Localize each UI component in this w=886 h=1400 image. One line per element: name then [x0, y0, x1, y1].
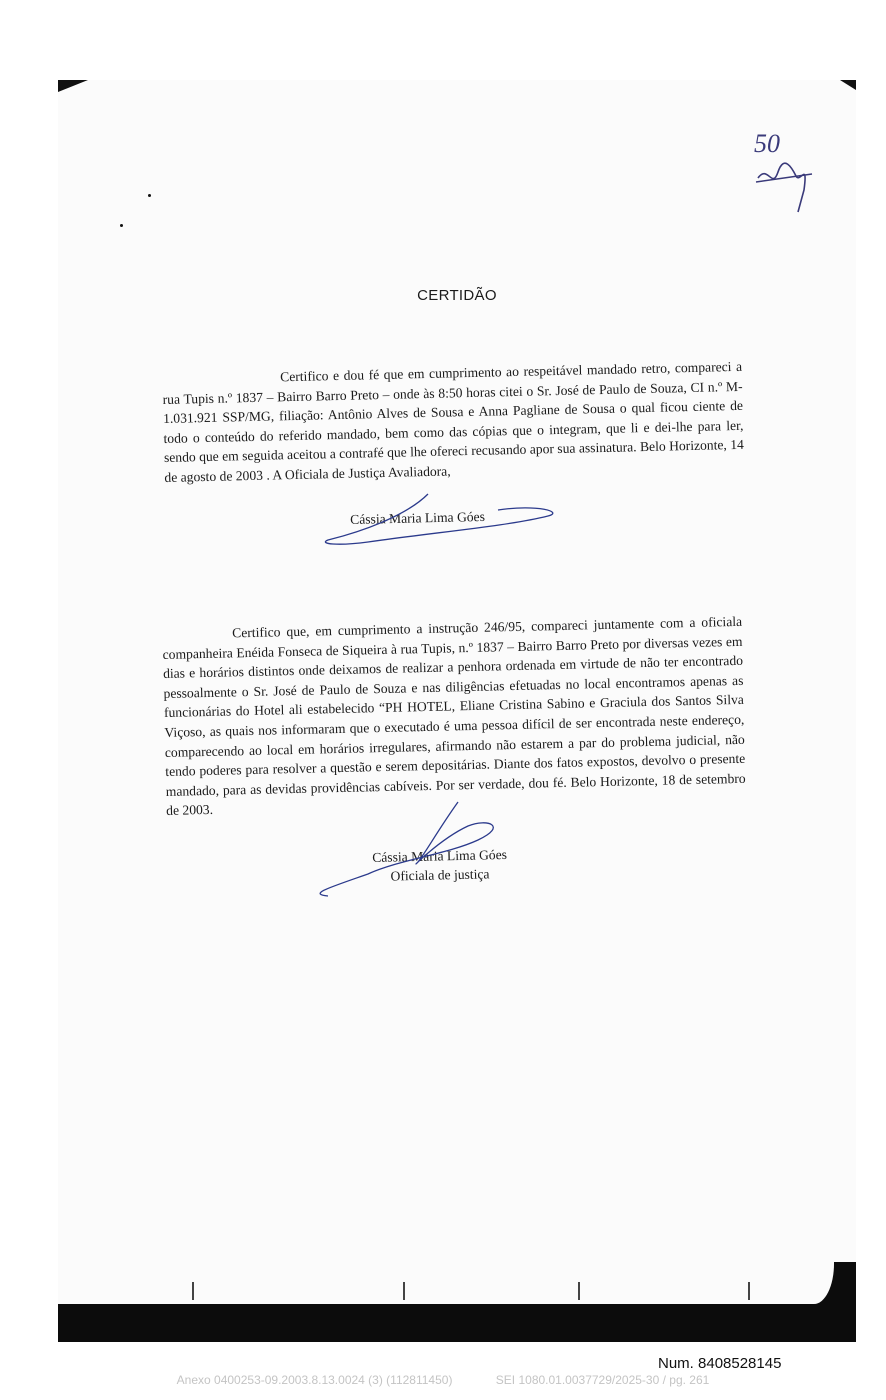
footer-reference — [0, 1373, 886, 1387]
footer-annex: Anexo 0400253-09.2003.8.13.0024 (3) (112811450) — [176, 1373, 453, 1387]
document-title: CERTIDÃO — [417, 287, 497, 304]
scan-corner-shadow-right — [840, 80, 856, 90]
document-number: Num. 8408528145 — [658, 1355, 782, 1372]
paper-bottom-edge — [58, 1244, 834, 1304]
paragraph-2-text: Certifico que, em cumprimento a instrução 246/95, compareci juntamente com a oficiala companheira Enéida Fonseca de Siqueira à rua Tupis, n.º 1837 – Bairro Barro Preto por diversas vezes em dias e horários distintos onde deixamos de realizar a penhora ordenada em virtude de não ter encontrado pessoalmente o Sr. José de Paulo de Souza e nas diligências efetuadas no local encontramos apenas as funcionárias do Hotel ali estabelecido “PH HOTEL, Eliane Cristina Sabino e Graciula dos Santos Silva Viçoso, as quais nos informaram que o executado é uma pessoa difícil de ser encontrada neste endereço, comparecendo ao local em horários irregulares, afirmando não estarem a par do problema judicial, não tendo poderes para resolver a questão e serem depositárias. Diante dos fatos expostos, devolvo o presente mandado, para as devidas providências cabíveis. Por ser verdade, dou fé. Belo Horizonte, 18 de setembro de 2003. — [162, 613, 746, 819]
paragraph-1-text: Certifico e dou fé que em cumprimento ao respeitável mandado retro, compareci a rua Tupis n.º 1837 – Bairro Barro Preto – onde às 8:50 horas citei o Sr. José de Paulo de Souza, CI n.º M-1.031.921 SSP/MG, filiação: Antônio Alves de Sousa e Anna Pagliane de Sousa o qual ficou ciente de todo o conteúdo do referido mandado, bem como das cópias que o integram, que li e dei-lhe para ler, sendo que em seguida aceitou a contrafé que lhe ofereci recusando apor sua assinatura. Belo Horizonte, 14 de agosto de 2003 . A Oficiala de Justiça Avaliadora, — [162, 358, 745, 485]
scanned-page — [58, 80, 856, 1342]
signature-block-1 — [350, 509, 485, 528]
folio-rubric — [758, 163, 805, 212]
paper-tear — [578, 1282, 580, 1300]
signatory-role-2: Oficiala de justiça — [390, 866, 490, 884]
scan-corner-shadow-left — [58, 80, 88, 92]
signatory-name-1: Cássia Maria Lima Góes — [350, 508, 486, 527]
folio-number: 50 — [754, 129, 780, 158]
paper-tear — [192, 1282, 194, 1300]
signatory-name-2: Cássia Maria Lima Góes — [372, 846, 508, 865]
folio-mark — [748, 120, 828, 220]
speck — [148, 194, 151, 197]
speck — [120, 224, 123, 227]
paper-tear — [748, 1282, 750, 1300]
paper-tear — [403, 1282, 405, 1300]
footer-sei: SEI 1080.01.0037729/2025-30 / pg. 261 — [495, 1373, 710, 1387]
signature-block-2 — [372, 845, 508, 886]
folio-rubric-stroke — [756, 174, 812, 182]
certificate-paragraph-2 — [162, 612, 746, 821]
certificate-paragraph-1 — [162, 357, 745, 488]
